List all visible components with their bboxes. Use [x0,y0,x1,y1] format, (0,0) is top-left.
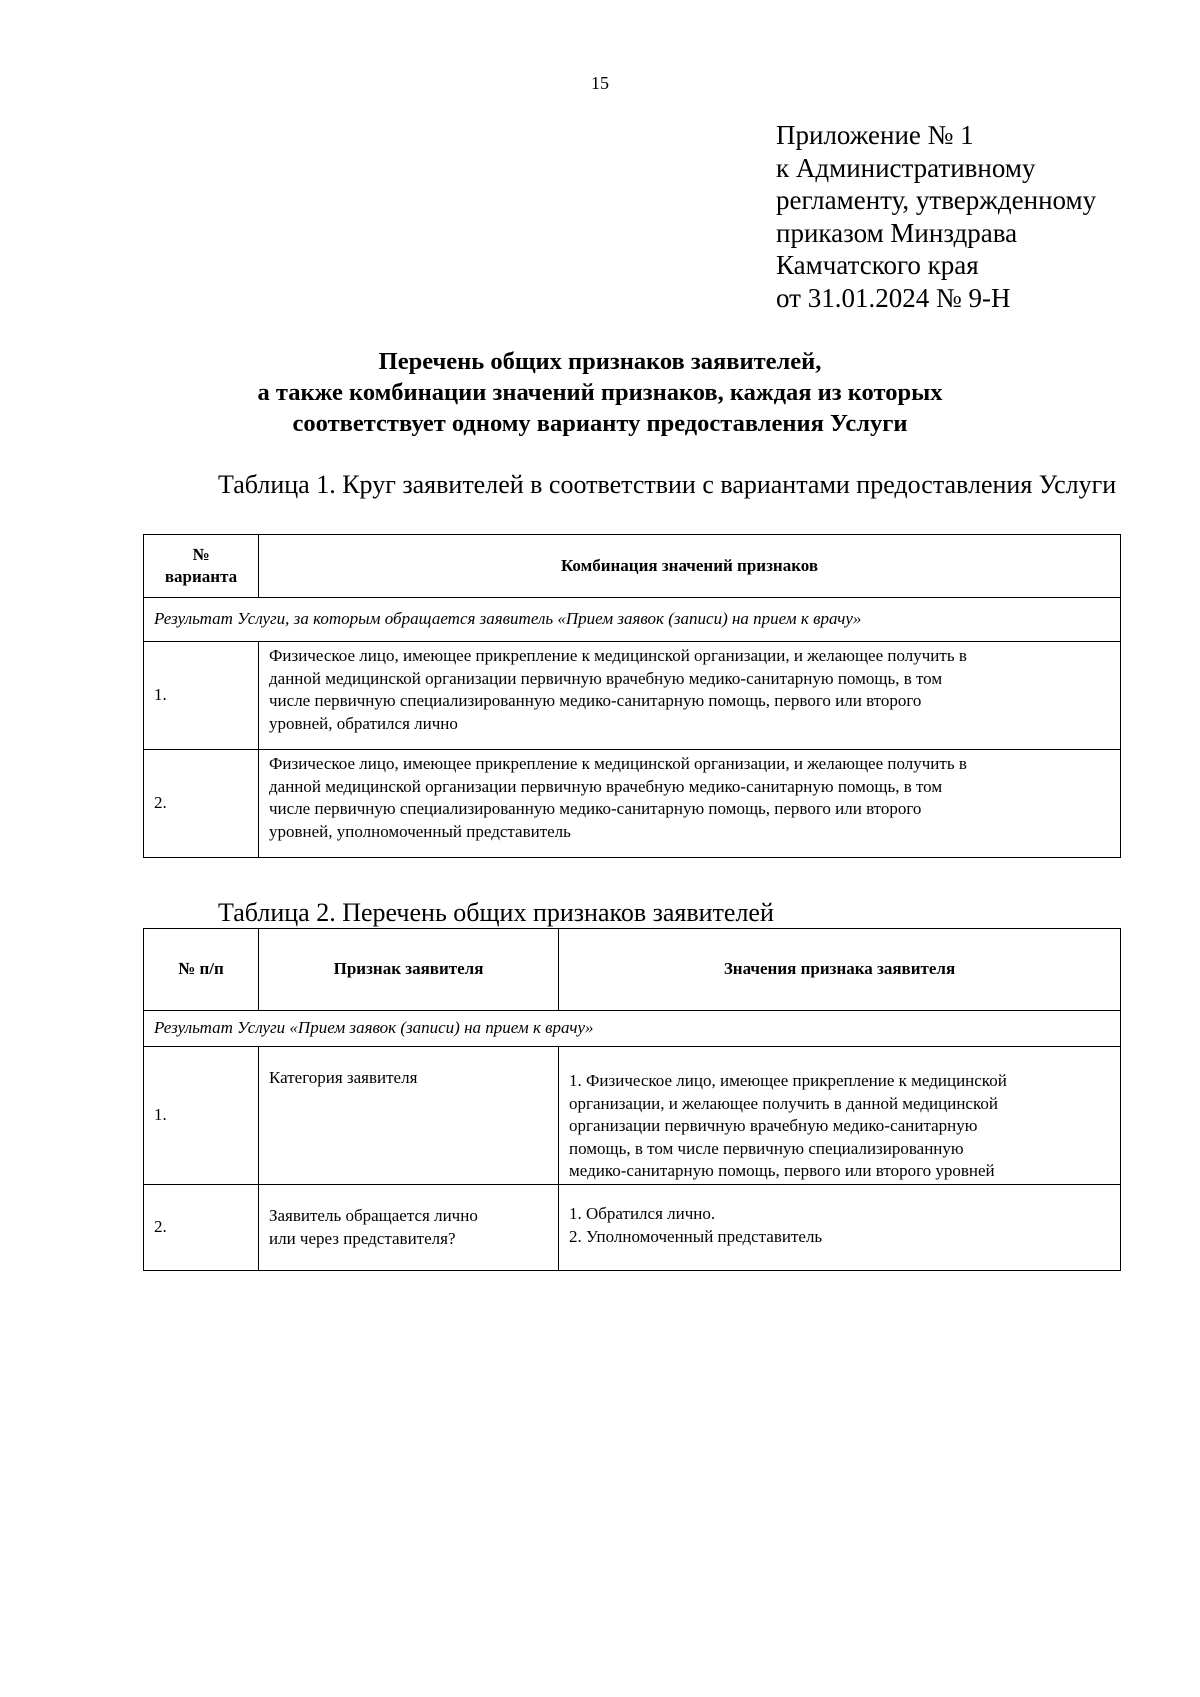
variants-table [143,534,1121,858]
header-line: № [192,544,210,564]
table-row [144,642,1121,750]
table-header-row [144,535,1121,598]
table-section-row [144,598,1121,642]
page-number: 15 [591,73,609,93]
column-header-variant-number [144,535,259,598]
text-line: 1. Физическое лицо, имеющее прикрепление к медицинской [569,1071,1007,1090]
applicant-features-table [143,928,1121,1271]
appendix-line: к Административному [776,152,1036,183]
feature-values [559,1047,1121,1185]
text-line: Заявитель обращается лично [269,1206,478,1225]
text-line: помощь, в том числе первичную специализированную [569,1138,964,1158]
document-title [0,346,1200,439]
text-line: данной медицинской организации первичную врачебную медико-санитарную помощь, в том [269,776,943,796]
appendix-reference [776,119,1096,314]
appendix-line: Камчатского края [776,250,979,280]
appendix-line: от 31.01.2024 № 9-Н [776,282,1011,313]
section-label: Результат Услуги «Прием заявок (записи) на прием к врачу» [144,1011,1121,1047]
text-line: Категория заявителя [269,1068,418,1087]
appendix-line: регламенту, утвержденному [776,185,1097,215]
text-line: или через представителя? [269,1228,456,1248]
title-line: соответствует одному варианту предоставления Услуги [292,410,908,437]
text-line: уровней, обратился лично [269,713,458,733]
text-line: 2. Уполномоченный представитель [569,1226,823,1246]
column-header-combination: Комбинация значений признаков [259,535,1121,598]
text-line: организации, и желающее получить в данной медицинской [569,1093,998,1113]
table-header-row [144,929,1121,1011]
text-line: данной медицинской организации первичную врачебную медико-санитарную помощь, в том [269,668,943,688]
variant-description [259,750,1121,858]
header-line: варианта [164,567,238,586]
text-line: Физическое лицо, имеющее прикрепление к медицинской организации, и желающее получить в [269,754,967,773]
row-number: 1. [144,1047,259,1185]
table1-caption: Таблица 1. Круг заявителей в соответствии с вариантами предоставления Услуги [218,470,1117,499]
section-label: Результат Услуги, за которым обращается заявитель «Прием заявок (записи) на прием к врачу» [144,598,1121,642]
row-number: 2. [144,1185,259,1271]
column-header-feature: Признак заявителя [259,929,559,1011]
appendix-line: Приложение № 1 [776,120,974,150]
text-line: Физическое лицо, имеющее прикрепление к медицинской организации, и желающее получить в [269,646,967,665]
text-line: 1. Обратился лично. [569,1204,716,1223]
title-line: а также комбинации значений признаков, каждая из которых [257,379,943,406]
text-line: медико-санитарную помощь, первого или второго уровней [569,1161,995,1180]
column-header-values: Значения признака заявителя [559,929,1121,1011]
text-line: числе первичную специализированную медико-санитарную помощь, первого или второго [269,691,922,710]
table-row [144,1047,1121,1185]
table2-caption: Таблица 2. Перечень общих признаков заявителей [218,898,774,927]
variant-description [259,642,1121,750]
text-line: уровней, уполномоченный представитель [269,821,571,841]
feature-name [259,1185,559,1271]
title-line: Перечень общих признаков заявителей, [378,348,822,375]
table-section-row [144,1011,1121,1047]
feature-name [259,1047,559,1185]
text-line: числе первичную специализированную медико-санитарную помощь, первого или второго [269,799,922,818]
table-row [144,1185,1121,1271]
column-header-number: № п/п [144,929,259,1011]
feature-values [559,1185,1121,1271]
variant-number: 1. [144,642,259,750]
variant-number: 2. [144,750,259,858]
text-line: организации первичную врачебную медико-санитарную [569,1116,978,1135]
table-row [144,750,1121,858]
appendix-line: приказом Минздрава [776,217,1018,248]
